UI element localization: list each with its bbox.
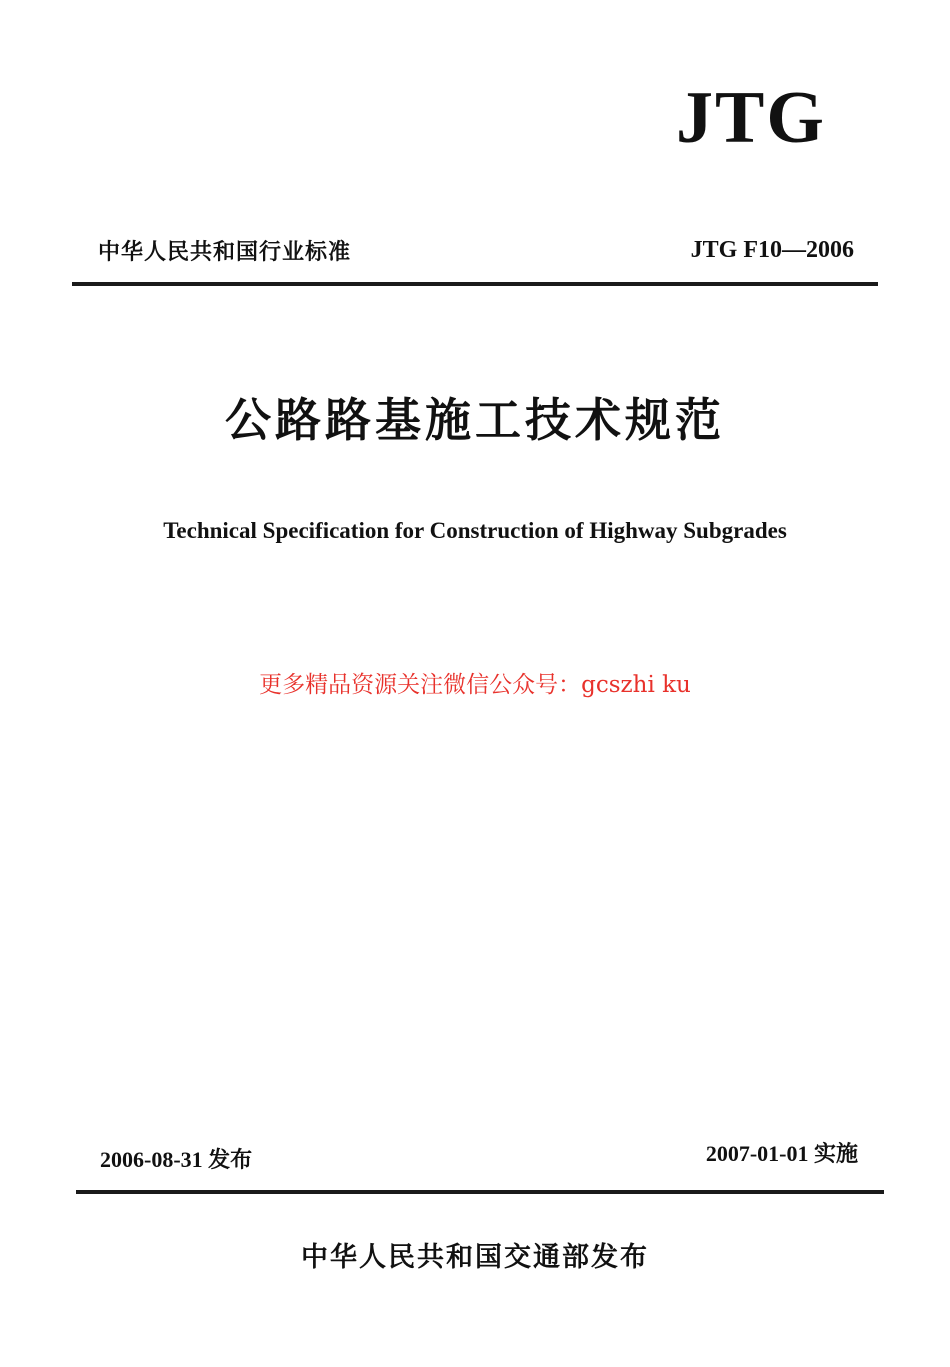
footer-divider (76, 1190, 884, 1194)
standard-code: JTG F10—2006 (690, 237, 854, 263)
header-divider (72, 282, 878, 286)
publisher: 中华人民共和国交通部发布 (301, 1242, 649, 1273)
wechat-notice: 更多精品资源关注微信公众号：gcszhi ku (259, 672, 691, 698)
standard-category: 中华人民共和国行业标准 (98, 240, 352, 265)
publish-date: 2006-08-31 发布 (100, 1147, 253, 1172)
page-subtitle-english: Technical Specification for Construction of Highway Subgrades (163, 518, 787, 543)
jtg-logo: JTG (676, 77, 826, 159)
page-title: 公路路基施工技术规范 (225, 393, 725, 447)
effective-date: 2007-01-01 实施 (705, 1141, 858, 1166)
